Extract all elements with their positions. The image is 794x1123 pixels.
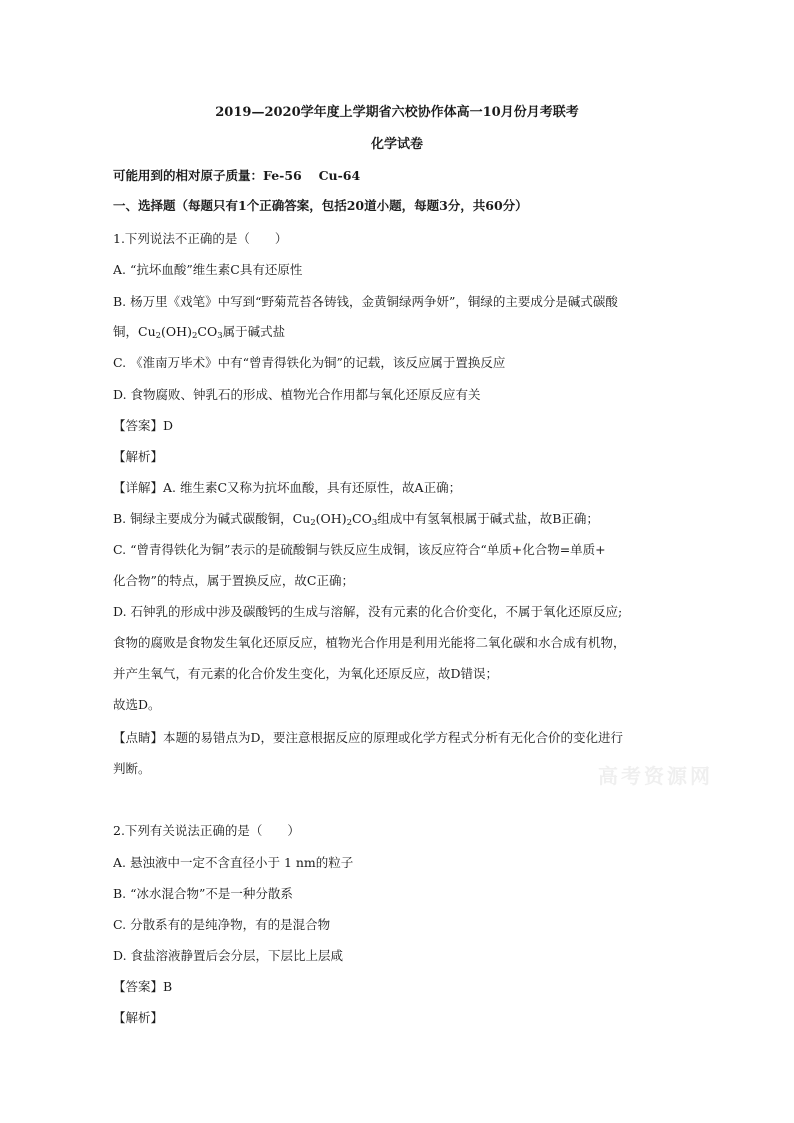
- q2-stem: 2.下列有关说法正确的是（ ）: [113, 823, 300, 838]
- page-subtitle: 化学试卷: [370, 137, 423, 152]
- q1-detail-c-line2: 化合物”的特点，属于置换反应，故C正确；: [113, 573, 354, 588]
- q1-option-d: D. 食物腐败、钟乳石的形成、植物光合作用都与氧化还原反应有关: [113, 387, 481, 402]
- q1-option-b-line1: B. 杨万里《戏笔》中写到“野菊荒苔各铸钱，金黄铜绿两争妍”，铜绿的主要成分是碱式碳酸: [113, 294, 618, 309]
- q1-detail-c-line1: C. “曾青得铁化为铜”表示的是硫酸铜与铁反应生成铜，该反应符合“单质+化合物=单质+: [113, 542, 606, 557]
- q1-detail-b: B. 铜绿主要成分为碱式碳酸铜，$Cu_2(OH)_2CO_3$组成中有氢氧根属于碱式盐，故B正确；: [113, 511, 599, 528]
- atomic-mass-note: 可能用到的相对原子质量：Fe-56 Cu-64: [113, 168, 361, 183]
- q1-detail-d-line1: D. 石钟乳的形成中涉及碳酸钙的生成与溶解，没有元素的化合价变化，不属于氧化还原反应;: [113, 604, 623, 619]
- q2-option-b: B. “冰水混合物”不是一种分散系: [113, 886, 293, 901]
- page-title: 2019—2020学年度上学期省六校协作体高一10月份月考联考: [215, 105, 579, 120]
- q1-answer: 【答案】D: [113, 418, 174, 433]
- q1-note-line2: 判断。: [113, 761, 151, 776]
- q2-answer: 【答案】B: [113, 979, 173, 994]
- section-heading: 一、选择题（每题只有1个正确答案，包括20道小题，每题3分，共60分）: [113, 198, 528, 213]
- q1-analysis-label: 【解析】: [113, 449, 164, 464]
- q1-conclusion: 故选D。: [113, 697, 161, 712]
- q1-detail-d-line2: 食物的腐败是食物发生氧化还原反应，植物光合作用是利用光能将二氧化碳和水合成有机物，: [113, 635, 626, 650]
- q1-detail-a: 【详解】A. 维生素C又称为抗坏血酸，具有还原性，故A正确；: [113, 480, 462, 495]
- q2-option-d: D. 食盐溶液静置后会分层，下层比上层咸: [113, 948, 344, 963]
- q1-option-b-line2: 铜，$Cu_2(OH)_2CO_3$属于碱式盐: [113, 324, 286, 341]
- q2-analysis-label: 【解析】: [113, 1010, 164, 1025]
- q1-option-a: A. “抗坏血酸”维生素C具有还原性: [113, 262, 303, 277]
- q1-option-c: C. 《淮南万毕术》中有“曾青得铁化为铜”的记载，该反应属于置换反应: [113, 355, 506, 370]
- watermark: 高考资源网: [598, 764, 713, 788]
- q1-note-line1: 【点睛】本题的易错点为D，要注意根据反应的原理或化学方程式分析有无化合价的变化进行: [113, 730, 624, 745]
- q2-option-a: A. 悬浊液中一定不含直径小于 1 nm的粒子: [113, 855, 354, 870]
- q1-stem: 1.下列说法不正确的是（ ）: [113, 231, 288, 246]
- q1-detail-d-line3: 并产生氧气，有元素的化合价发生变化，为氧化还原反应，故D错误；: [113, 666, 499, 681]
- q2-option-c: C. 分散系有的是纯净物，有的是混合物: [113, 917, 331, 932]
